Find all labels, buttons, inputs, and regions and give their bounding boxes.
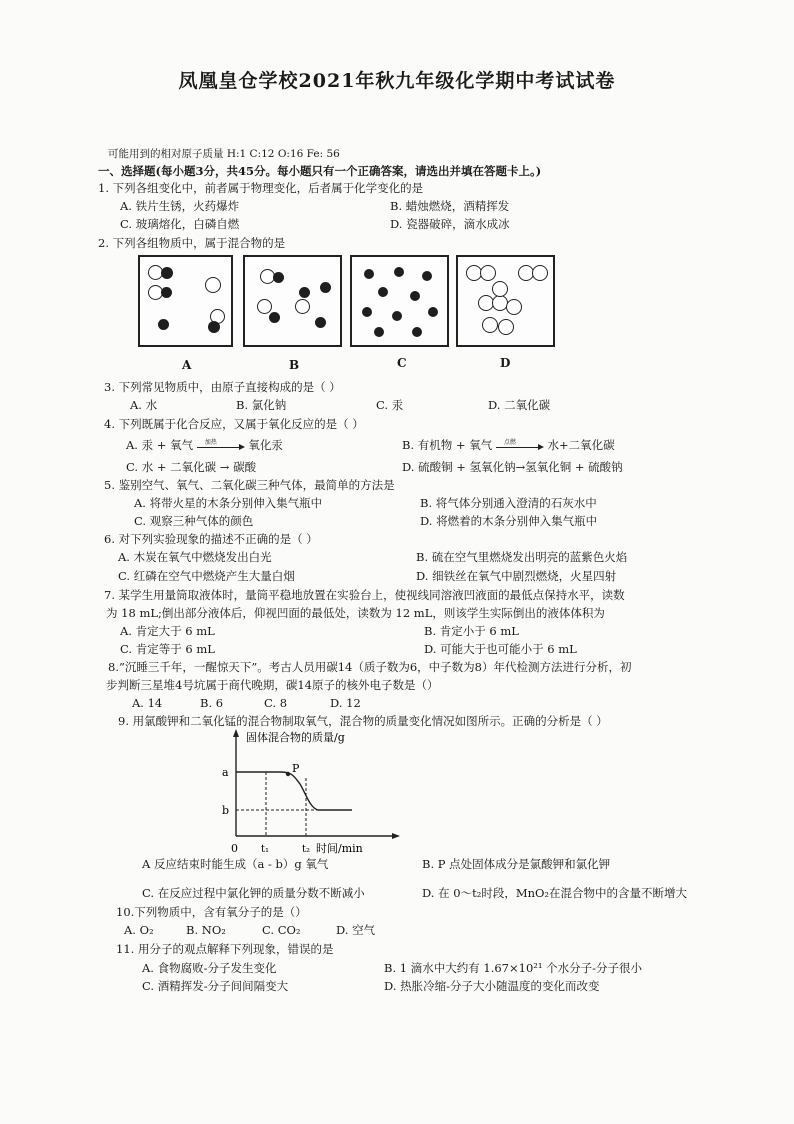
q6-stem: 6. 对下列实验现象的描述不正确的是（ ） [104,532,318,546]
q4-option-d: D. 硫酸铜 + 氢氧化钠→氢氧化铜 + 硫酸钠 [402,460,623,474]
x-axis-label: 时间/min [316,842,363,855]
y-axis-arrow-icon [233,729,239,737]
q11-option-d: D. 热胀冷缩-分子大小随温度的变化而改变 [384,979,600,993]
black-atom [315,317,326,328]
q1-stem: 1. 下列各组变化中，前者属于物理变化，后者属于化学变化的是 [98,181,424,195]
origin-label: 0 [231,842,238,855]
black-atom [320,282,331,293]
q10-option-b: B. NO₂ [186,923,226,937]
particle-box-d [456,255,555,347]
q9-option-c: C. 在反应过程中氯化钾的质量分数不断减小 [142,886,365,900]
q2-stem: 2. 下列各组物质中，属于混合物的是 [98,236,286,250]
arrow-icon [496,441,544,451]
q8-stem-line2: 步判断三星堆4号坑属于商代晚期，碳14原子的核外电子数是（） [106,678,439,692]
q4-option-b [402,438,615,453]
q6-option-a: A. 木炭在氧气中燃烧发出白光 [118,550,272,564]
black-atom [410,291,420,301]
white-atom [492,281,508,297]
black-atom [208,321,220,333]
q4-stem: 4. 下列既属于化合反应，又属于氧化反应的是（ ） [104,417,364,431]
q3-option-a: A. 水 [130,398,158,412]
black-atom [273,272,284,283]
q7-option-c: C. 肯定等于 6 mL [120,642,215,656]
white-atom [532,265,548,281]
reaction-condition: 点燃 [503,439,516,446]
t1-label: t₁ [261,844,270,855]
q1-option-b: B. 蜡烛燃烧，酒精挥发 [390,199,510,213]
point-p [286,772,290,776]
black-atom [269,312,280,323]
t2-label: t₂ [302,844,311,855]
q3-option-c: C. 汞 [376,398,404,412]
q9-stem: 9. 用氯酸钾和二氧化锰的混合物制取氧气，混合物的质量变化情况如图所示。正确的分析是（ ） [118,714,608,728]
q4-b-product: 水+二氧化碳 [547,438,615,452]
q6-option-d: D. 细铁丝在氧气中剧烈燃烧，火星四射 [416,569,617,583]
black-atom [422,271,432,281]
q10-option-d: D. 空气 [336,923,376,937]
black-atom [362,307,372,317]
box-label-b: B [289,358,300,372]
q5-stem: 5. 鉴别空气、氧气、二氧化碳三种气体，最简单的方法是 [104,478,395,492]
q5-option-b: B. 将气体分别通入澄清的石灰水中 [420,496,597,510]
q3-option-b: B. 氯化钠 [236,398,287,412]
q8-stem-line1: 8.”沉睡三千年，一醒惊天下”。考古人员用碳14（质子数为6，中子数为8）年代检测方法进行分析，初 [108,660,632,674]
q4-option-a [126,438,283,453]
q7-stem-line1: 7. 某学生用量筒取液体时，量筒平稳地放置在实验台上，使视线同溶液凹液面的最低点保持水平，读数 [104,588,625,602]
q3-option-d: D. 二氧化碳 [488,398,551,412]
q3-stem: 3. 下列常见物质中，由原子直接构成的是（ ） [104,380,341,394]
box-label-a: A [182,358,192,372]
atomic-masses: 可能用到的相对原子质量 H:1 C:12 O:16 Fe: 56 [108,148,340,160]
label-p: P [292,762,300,775]
q7-stem-line2: 为 18 mL;倒出部分液体后，仰视凹面的最低处，读数为 12 mL，则该学生实际倒出的液体体积为 [106,606,605,620]
q9-option-d: D. 在 0～t₂时段，MnO₂在混合物中的含量不断增大 [422,886,688,900]
q11-option-b: B. 1 滴水中大约有 1.67×10²¹ 个水分子-分子很小 [384,961,643,975]
q8-option-c: C. 8 [264,696,288,710]
white-atom [480,265,496,281]
q4-b-reactants: B. 有机物 + 氧气 [402,438,493,452]
particle-box-b [243,255,342,347]
black-atom [428,307,438,317]
white-atom [205,277,221,293]
y-axis-label: 固体混合物的质量/g [246,731,345,744]
white-atom [295,299,310,314]
q11-stem: 11. 用分子的观点解释下列现象，错误的是 [116,942,334,956]
q8-option-a: A. 14 [132,696,163,710]
white-atom [498,319,514,335]
white-atom [482,317,498,333]
q9-option-b: B. P 点处固体成分是氯酸钾和氯化钾 [422,857,611,871]
mass-curve [236,772,352,810]
particle-box-c [350,255,449,347]
q4-a-product: 氧化汞 [248,438,283,452]
black-atom [299,287,310,298]
q11-option-a: A. 食物腐败-分子发生变化 [142,961,277,975]
q1-option-c: C. 玻璃熔化，白磷自燃 [120,217,240,231]
q6-option-b: B. 硫在空气里燃烧发出明亮的蓝紫色火焰 [416,550,628,564]
q7-option-b: B. 肯定小于 6 mL [424,624,519,638]
q10-option-c: C. CO₂ [262,923,301,937]
black-atom [364,269,374,279]
black-atom [394,267,404,277]
q9-option-a: A 反应结束时能生成（a - b）g 氧气 [142,857,329,871]
q6-option-c: C. 红磷在空气中燃烧产生大量白烟 [118,569,295,583]
q5-option-c: C. 观察三种气体的颜色 [134,514,254,528]
black-atom [161,287,172,298]
section-heading: 一、选择题(每小题3分，共45分。每小题只有一个正确答案，请选出并填在答题卡上。) [98,164,542,178]
q8-option-d: D. 12 [330,696,361,710]
q4-option-c: C. 水 + 二氧化碳 → 碳酸 [126,460,257,474]
q7-option-d: D. 可能大于也可能小于 6 mL [424,642,577,656]
reaction-condition: 加热 [204,439,217,446]
q8-option-b: B. 6 [200,696,224,710]
x-axis-arrow-icon [392,833,400,839]
q1-option-a: A. 铁片生锈，火药爆炸 [120,199,240,213]
q5-option-d: D. 将燃着的木条分别伸入集气瓶中 [420,514,598,528]
white-atom [506,299,522,315]
white-atom [257,299,272,314]
box-label-c: C [397,356,407,370]
label-a: a [222,766,229,779]
black-atom [161,267,173,279]
q10-stem: 10.下列物质中，含有氧分子的是（） [116,905,307,919]
black-atom [392,311,402,321]
q10-option-a: A. O₂ [124,923,154,937]
box-label-d: D [500,356,511,370]
black-atom [412,327,422,337]
q5-option-a: A. 将带火星的木条分别伸入集气瓶中 [134,496,323,510]
q1-option-d: D. 瓷器破碎，滴水成冰 [390,217,510,231]
q4-a-reactants: A. 汞 + 氧气 [126,438,194,452]
page-title: 凤凰皇仓学校2021年秋九年级化学期中考试试卷 [178,70,616,92]
label-b: b [222,804,230,817]
black-atom [378,287,388,297]
black-atom [374,327,384,337]
particle-box-a [138,255,233,347]
black-atom [158,319,169,330]
mass-time-graph [214,728,404,858]
q11-option-c: C. 酒精挥发-分子间间隔变大 [142,979,289,993]
q7-option-a: A. 肯定大于 6 mL [120,624,215,638]
arrow-icon [197,441,245,451]
